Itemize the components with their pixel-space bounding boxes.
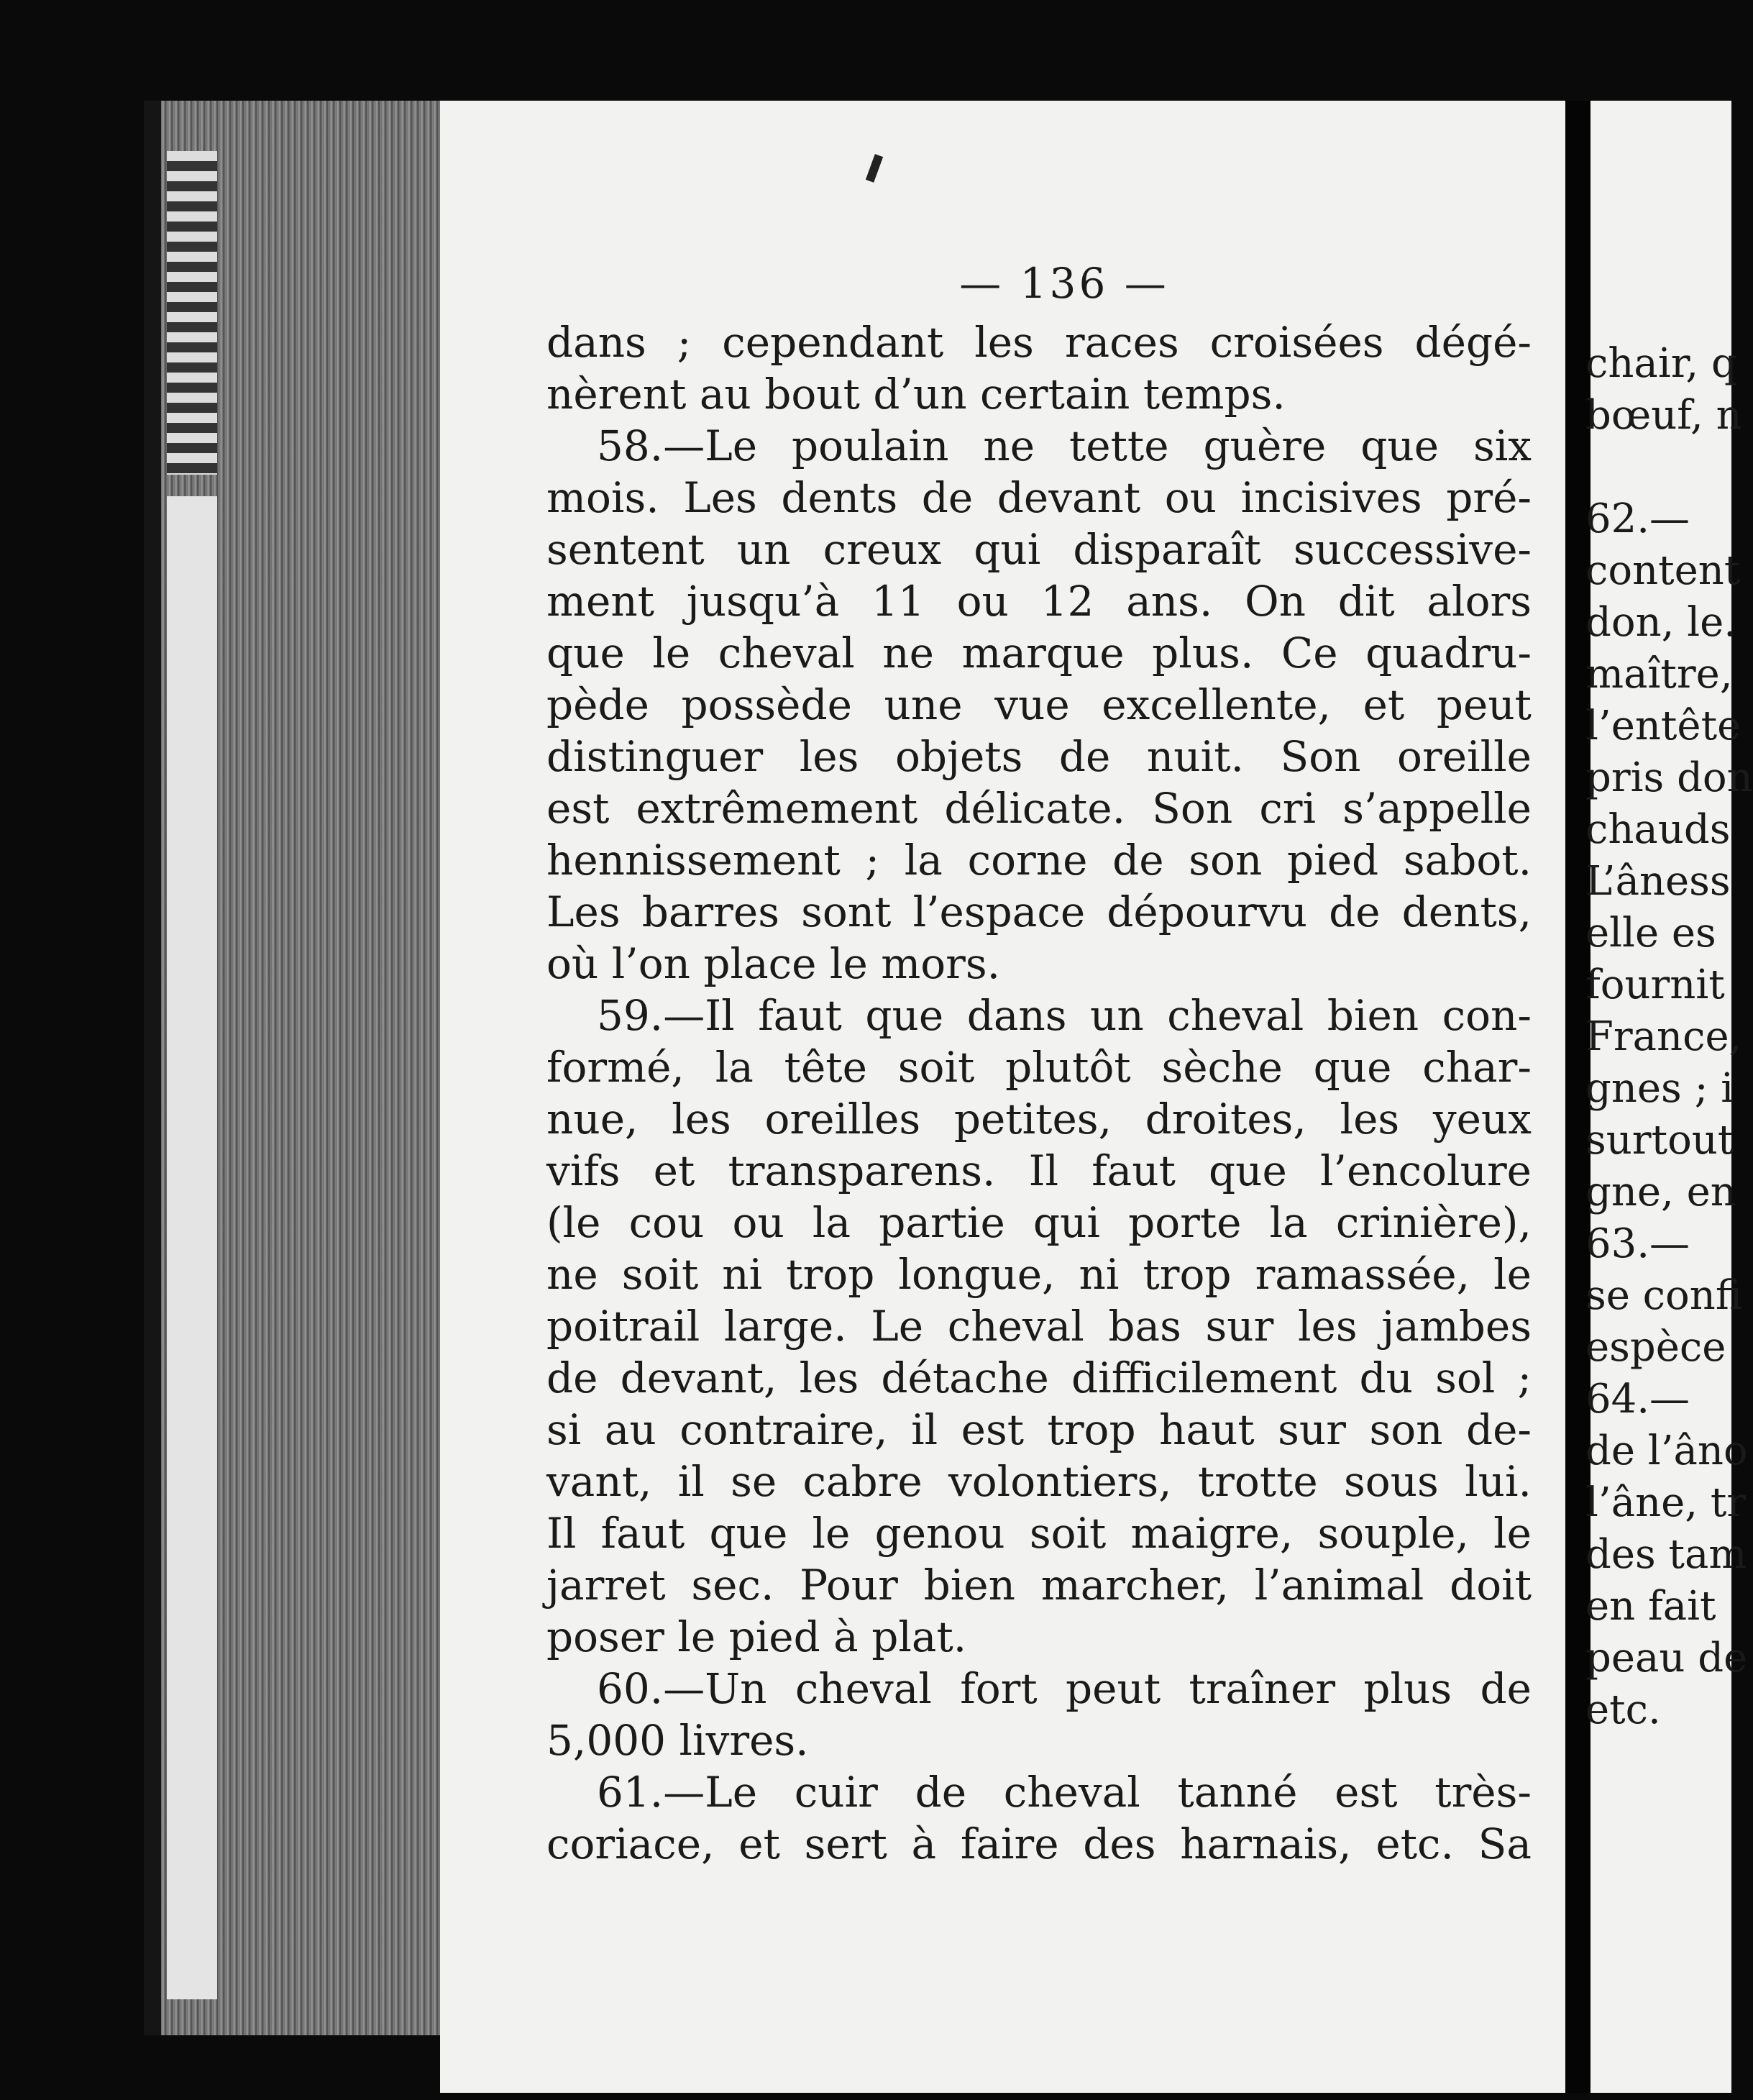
text-line: poser le pied à plat. — [546, 1612, 967, 1661]
text-line: poitrail large. Le cheval bas sur les jambes — [546, 1302, 1532, 1351]
text-line: jarret sec. Pour bien marcher, l’animal doit — [546, 1561, 1532, 1610]
fragment-line: 64.— — [1585, 1376, 1690, 1423]
fragment-line: surtout — [1585, 1117, 1734, 1164]
text-line: où l’on place le mors. — [546, 939, 1001, 988]
fragment-line: 62.— — [1585, 496, 1690, 542]
fragment-line: pris don — [1585, 754, 1753, 801]
fragment-line: don, le. — [1585, 599, 1737, 646]
text-line: mois. Les dents de devant ou incisives pré- — [546, 473, 1532, 522]
text-line: (le cou ou la partie qui porte la crinière), — [546, 1198, 1532, 1247]
fragment-line: l’âne, tr — [1585, 1479, 1747, 1526]
fragment-line: des tam — [1585, 1531, 1747, 1578]
text-line: nue, les oreilles petites, droites, les yeux — [546, 1095, 1532, 1143]
text-line: ment jusqu’à 11 ou 12 ans. On dit alors — [546, 577, 1532, 626]
paragraph-60-start: 60.—Un cheval fort peut traîner plus de — [597, 1664, 1532, 1713]
fragment-line: L’âness — [1585, 858, 1731, 905]
paragraph-59-start: 59.—Il faut que dans un cheval bien con- — [597, 991, 1532, 1040]
text-line: distinguer les objets de nuit. Son oreille — [546, 732, 1532, 781]
text-line: ne soit ni trop longue, ni trop ramassée, le — [546, 1250, 1532, 1299]
fragment-line: en fait — [1585, 1583, 1716, 1630]
fragment-line: espèce — [1585, 1324, 1726, 1371]
spine-strip — [167, 496, 217, 1999]
fragment-line: elle es — [1585, 910, 1716, 957]
fragment-line: maître, — [1585, 651, 1733, 698]
text-line: sentent un creux qui disparaît successive- — [546, 525, 1532, 574]
text-line: est extrêmement délicate. Son cri s’appelle — [546, 784, 1532, 833]
text-line: 5,000 livres. — [546, 1716, 809, 1765]
text-line: vant, il se cabre volontiers, trotte sous lui. — [546, 1457, 1532, 1506]
right-page-text-fragments — [1585, 338, 1753, 1736]
fragment-line: gnes ; i — [1585, 1065, 1734, 1112]
text-line: pède possède une vue excellente, et peut — [546, 680, 1532, 729]
text-line: de devant, les détache difficilement du sol ; — [546, 1353, 1532, 1402]
fragment-line: content — [1585, 547, 1741, 594]
fragment-line: gne, en — [1585, 1169, 1736, 1215]
page-body-text — [546, 316, 1532, 1870]
text-line: Il faut que le genou soit maigre, souple, le — [546, 1509, 1532, 1558]
spine-ornament — [167, 151, 217, 475]
text-line: hennissement ; la corne de son pied sabot. — [546, 836, 1532, 885]
text-line: si au contraire, il est trop haut sur son de- — [546, 1405, 1532, 1454]
fragment-line: fournit — [1585, 962, 1725, 1008]
fragment-line: chauds — [1585, 806, 1731, 853]
text-line: Les barres sont l’espace dépourvu de dents, — [546, 887, 1532, 936]
text-line: coriace, et sert à faire des harnais, etc. Sa — [546, 1820, 1532, 1868]
fragment-gap — [1585, 442, 1736, 493]
fragment-line: se confi — [1585, 1272, 1743, 1319]
fragment-line: peau de — [1585, 1635, 1748, 1681]
fragment-line: 63.— — [1585, 1220, 1690, 1267]
fragment-line: bœuf, n — [1585, 392, 1742, 439]
fragment-line: etc. — [1585, 1686, 1661, 1733]
fragment-line: chair, q — [1585, 340, 1737, 387]
text-line: que le cheval ne marque plus. Ce quadru- — [546, 629, 1532, 677]
fragment-line: de l’âno — [1585, 1428, 1748, 1474]
text-line: nèrent au bout d’un certain temps. — [546, 370, 1286, 419]
fragment-line: France, — [1585, 1013, 1742, 1060]
paragraph-61-start: 61.—Le cuir de cheval tanné est très- — [597, 1768, 1532, 1817]
fragment-line: l’entête — [1585, 703, 1741, 749]
text-line: formé, la tête soit plutôt sèche que char- — [546, 1043, 1532, 1092]
text-line: vifs et transparens. Il faut que l’encolure — [546, 1146, 1532, 1195]
page-number: — 136 — — [959, 259, 1169, 308]
text-line: dans ; cependant les races croisées dégé- — [546, 318, 1532, 367]
paragraph-58-start: 58.—Le poulain ne tette guère que six — [597, 421, 1532, 470]
